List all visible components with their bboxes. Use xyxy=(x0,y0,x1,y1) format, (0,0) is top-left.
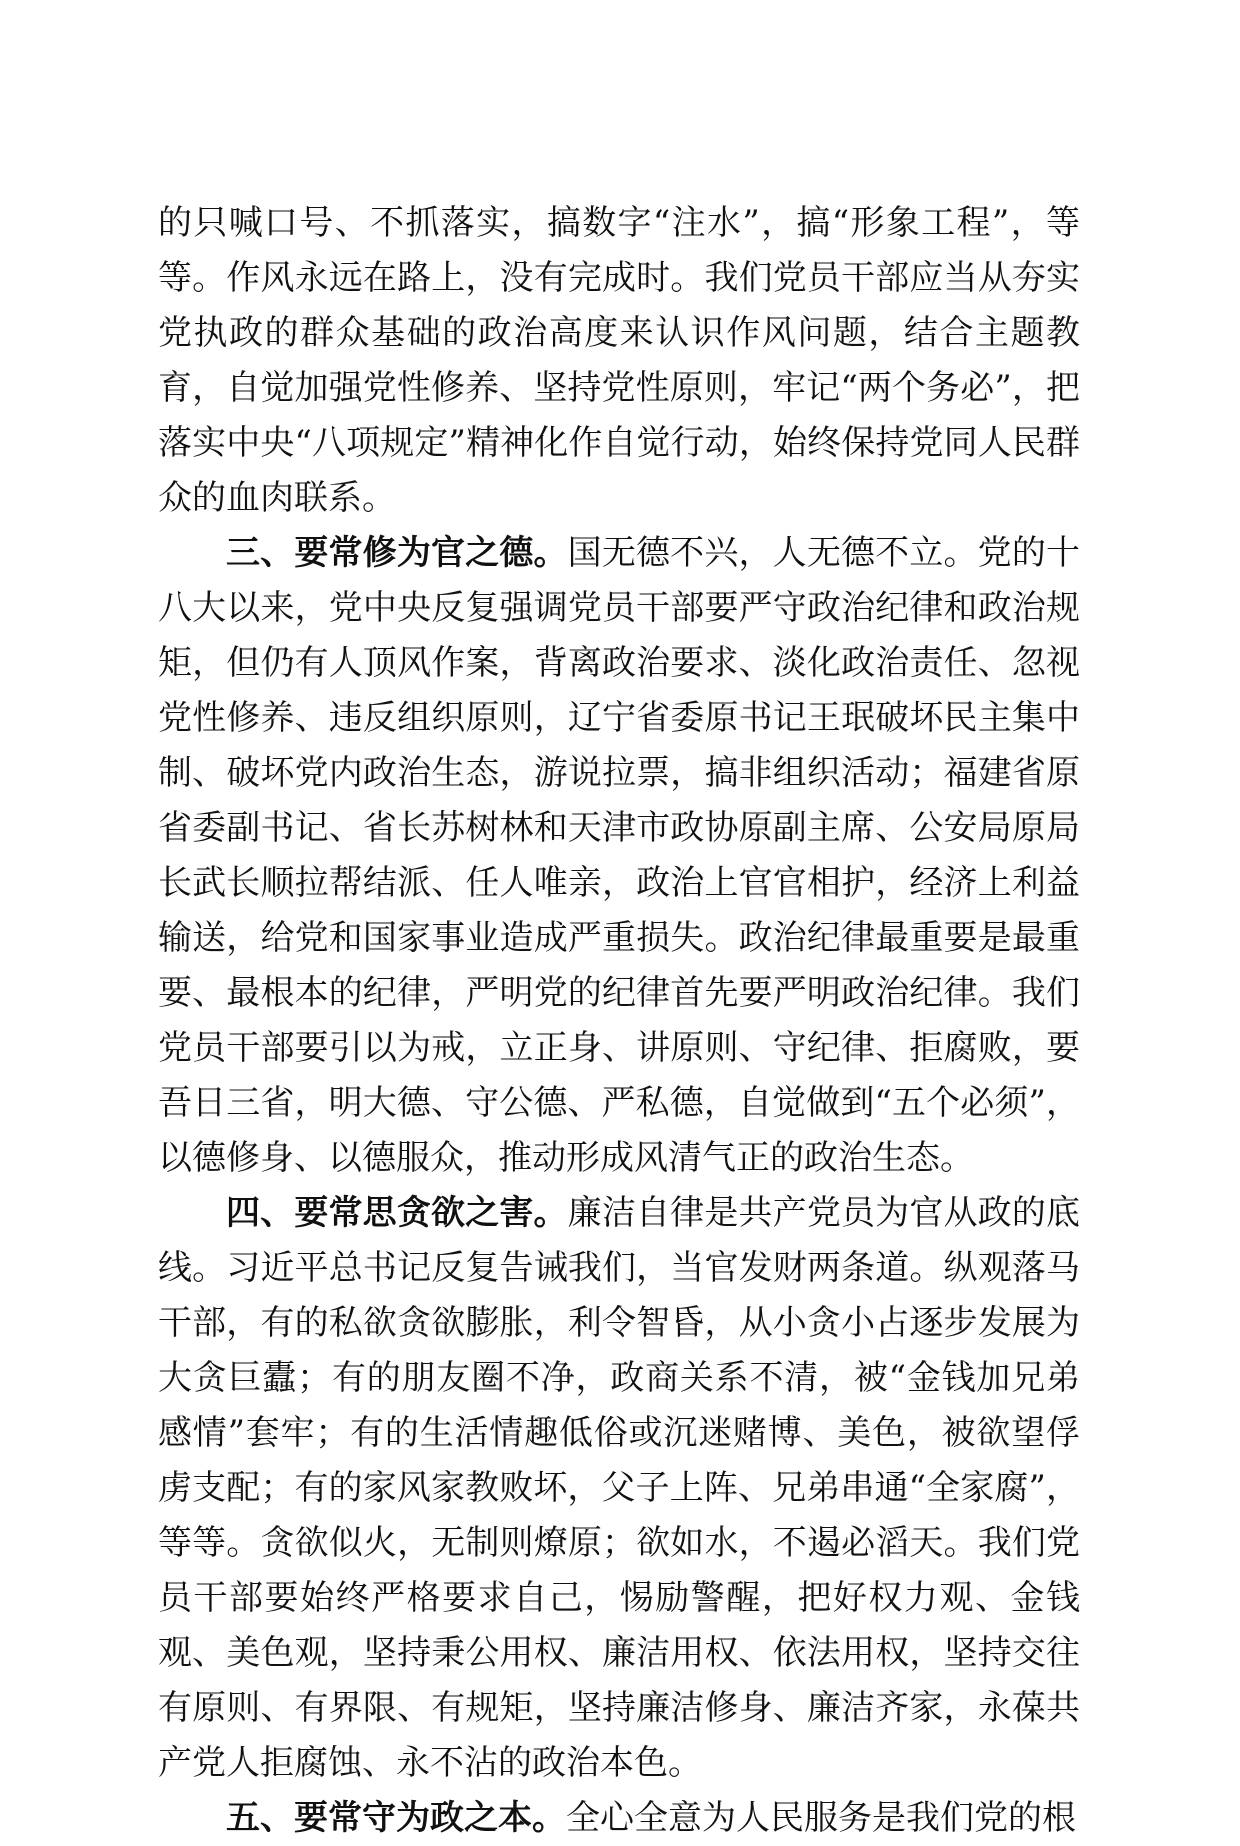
paragraph-continuation xyxy=(158,196,1080,526)
body-text xyxy=(158,196,1080,1846)
section-heading: 四、要常思贪欲之害。 xyxy=(226,1193,568,1233)
paragraph-text: 的只喊口号、不抓落实，搞数字“注水”，搞“形象工程”，等等。作风永远在路上，没有完成时。我们党员干部应当从夯实党执政的群众基础的政治高度来认识作风问题，结合主题教育，自觉加强党性修养、坚持党性原则，牢记“两个务必”，把落实中央“八项规定”精神化作自觉行动，始终保持党同人民群众的血肉联系。 xyxy=(158,203,1080,518)
paragraph-section-3 xyxy=(158,526,1080,1186)
paragraph-text: 廉洁自律是共产党员为官从政的底线。习近平总书记反复告诫我们，当官发财两条道。纵观落马干部，有的私欲贪欲膨胀，利令智昏，从小贪小占逐步发展为大贪巨蠹；有的朋友圈不净，政商关系不清，被“金钱加兄弟感情”套牢；有的生活情趣低俗或沉迷赌博、美色，被欲望俘虏支配；有的家风家教败坏，父子上阵、兄弟串通“全家腐”，等等。贪欲似火，无制则燎原；欲如水，不遏必滔天。我们党员干部要始终严格要求自己，惕励警醒，把好权力观、金钱观、美色观，坚持秉公用权、廉洁用权、依法用权，坚持交往有原则、有界限、有规矩，坚持廉洁修身、廉洁齐家，永葆共产党人拒腐蚀、永不沾的政治本色。 xyxy=(158,1193,1081,1783)
paragraph-text: 国无德不兴，人无德不立。党的十八大以来，党中央反复强调党员干部要严守政治纪律和政治规矩，但仍有人顶风作案，背离政治要求、淡化政治责任、忽视党性修养、违反组织原则，辽宁省委原书记王珉破坏民主集中制、破坏党内政治生态，游说拉票，搞非组织活动；福建省原省委副书记、省长苏树林和天津市政协原副主席、公安局原局长武长顺拉帮结派、任人唯亲，政治上官官相护，经济上利益输送，给党和国家事业造成严重损失。政治纪律最重要是最重要、最根本的纪律，严明党的纪律首先要严明政治纪律。我们党员干部要引以为戒，立正身、讲原则、守纪律、拒腐败，要吾日三省，明大德、守公德、严私德，自觉做到“五个必须”，以德修身、以德服众，推动形成风清气正的政治生态。 xyxy=(158,533,1081,1178)
section-heading: 五、要常守为政之本。 xyxy=(226,1798,566,1838)
paragraph-section-5 xyxy=(158,1791,1080,1846)
paragraph-section-4 xyxy=(158,1186,1080,1791)
paragraph-text: 全心全意为人民服务是我们党的根 xyxy=(566,1798,1076,1838)
section-heading: 三、要常修为官之德。 xyxy=(226,533,568,573)
